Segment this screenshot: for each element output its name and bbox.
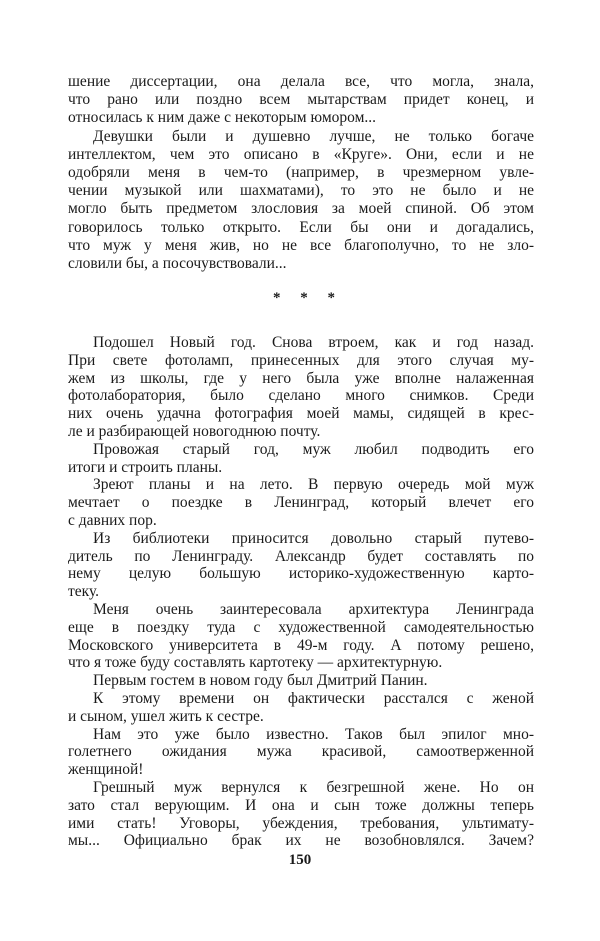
text-section-2 bbox=[68, 334, 534, 850]
text-line: женщиной! bbox=[68, 761, 144, 779]
text-line: Из библиотеки приносится довольно старый путево- bbox=[93, 529, 534, 547]
paragraph bbox=[68, 73, 534, 128]
text-line: К этому времени он фактически расстался с женой bbox=[93, 690, 534, 707]
text-line: дитель по Ленинграду. Александр будет составлять по bbox=[68, 547, 534, 565]
text-line: них очень удачна фотография моей мамы, сидящей в крес- bbox=[68, 405, 534, 423]
text-line: могло быть предметом злословия за моей спиной. Об этом bbox=[68, 200, 534, 218]
text-line: словили бы, а посочувствовали... bbox=[68, 254, 287, 272]
text-line: Зреют планы и на лето. В первую очередь мой муж bbox=[93, 476, 534, 494]
paragraph bbox=[68, 476, 534, 529]
text-line: еще в поездку туда с художественной самодеятельностью bbox=[68, 618, 534, 636]
text-line: одобряли меня в чем-то (например, в чрезмерном увле- bbox=[68, 163, 534, 181]
paragraph bbox=[68, 690, 534, 726]
book-page bbox=[68, 73, 534, 850]
text-section-1 bbox=[68, 73, 534, 273]
paragraph bbox=[68, 128, 534, 274]
text-line: Меня очень заинтересовала архитектура Ленинграда bbox=[93, 601, 534, 619]
paragraph bbox=[68, 530, 534, 601]
text-line: При свете фотоламп, принесенных для этого случая му- bbox=[68, 351, 534, 369]
text-line: Московского университета в 49-м году. А потому решено, bbox=[68, 636, 534, 654]
text-line: Девушки были и душевно лучше, не только богаче bbox=[93, 127, 534, 145]
text-line: интеллектом, чем это описано в «Круге». Они, если и не bbox=[68, 145, 534, 163]
text-line: Провожая старый год, муж любил подводить его bbox=[93, 440, 534, 458]
paragraph bbox=[68, 779, 534, 850]
paragraph bbox=[68, 726, 534, 779]
text-line: что муж у меня жив, но не все благополучно, то не зло- bbox=[68, 236, 534, 254]
text-line: Грешный муж вернулся к безгрешной жене. Но он bbox=[93, 778, 534, 796]
text-line: мечтает о поездке в Ленинград, который влечет его bbox=[68, 494, 534, 512]
text-line: шение диссертации, она делала все, что могла, знала, bbox=[68, 73, 534, 90]
text-line: ле и разбирающей новогоднюю почту. bbox=[68, 423, 321, 441]
text-line: что рано или поздно всем мытарствам придет конец, и bbox=[68, 91, 534, 109]
section-separator: * * * bbox=[273, 290, 343, 307]
text-line: фотолаборатория, было сделано много снимков. Среди bbox=[68, 387, 534, 405]
text-line: итоги и строить планы. bbox=[68, 458, 223, 476]
text-line: Первым гостем в новом году был Дмитрий Панин. bbox=[93, 672, 428, 690]
text-line: голетнего ожидания мужа красивой, самоотверженной bbox=[68, 743, 534, 761]
text-line: с давних пор. bbox=[68, 512, 157, 530]
text-line: что я тоже буду составлять картотеку — архитектурную. bbox=[68, 654, 443, 672]
text-line: говорилось только открыто. Если бы они и догадались, bbox=[68, 218, 534, 236]
text-line: относилась к ним даже с некоторым юмором... bbox=[68, 109, 377, 127]
paragraph bbox=[68, 334, 534, 441]
text-line: Подошел Новый год. Снова втроем, как и год назад. bbox=[93, 334, 534, 352]
text-line: теку. bbox=[68, 583, 100, 601]
text-line: зато стал верующим. И она и сын тоже должны теперь bbox=[68, 796, 534, 814]
paragraph bbox=[68, 672, 534, 690]
paragraph bbox=[68, 441, 534, 477]
text-line: нему целую большую историко-художественную карто- bbox=[68, 565, 534, 583]
text-line: мы... Официально брак их не возобновлялся. Зачем? bbox=[68, 832, 534, 850]
text-line: жем из школы, где у него была уже вполне налаженная bbox=[68, 369, 534, 387]
text-line: чении музыкой или шахматами), то это не было и не bbox=[68, 182, 534, 200]
text-line: и сыном, ушел жить к сестре. bbox=[68, 707, 264, 725]
page-number: 150 bbox=[288, 852, 312, 868]
text-line: ими стать! Уговоры, убеждения, требования, ультимату- bbox=[68, 814, 534, 832]
text-line: Нам это уже было известно. Таков был эпилог мно- bbox=[93, 725, 534, 743]
paragraph bbox=[68, 601, 534, 672]
